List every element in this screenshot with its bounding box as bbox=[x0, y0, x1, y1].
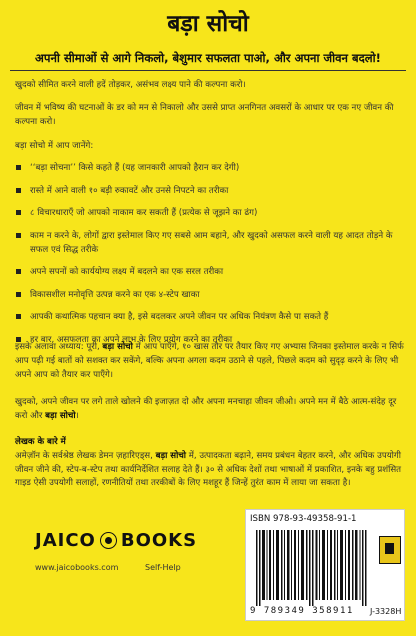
barcode bbox=[245, 509, 405, 621]
barcode-icon bbox=[256, 530, 376, 606]
list-item: विकासशील मनोवृत्ति उत्पन्न करने का एक ४-स्टेप खाका bbox=[15, 288, 405, 302]
bullet-icon bbox=[16, 233, 21, 238]
list-item: ‘‘बड़ा सोचना’’ किसे कहते हैं (यह जानकारी आपको हैरान कर देगी) bbox=[15, 161, 405, 175]
benefit-list bbox=[15, 161, 405, 355]
list-item: अपने सपनों को कार्ययोग्य लक्ष्य में बदलने का एक सरल तरीका bbox=[15, 265, 405, 279]
isbn: ISBN 978-93-49358-91-1 bbox=[250, 514, 357, 524]
intro-paragraph-1: खुदको सीमित करने वाली हदें तोड़कर, असंभव लक्ष्य पाने की कल्पना करो। bbox=[15, 80, 246, 90]
book-title: बड़ा सोचो bbox=[167, 11, 249, 37]
closing-paragraph: खुदको, अपने जीवन पर लगे ताले खोलने की इजाज़त दो और अपना मनचाहा जीवन जीओ। अपने मन में बैठे आत्म-संदेह दूर करो और बड़ा सोचो। bbox=[15, 397, 397, 421]
bullet-icon bbox=[16, 314, 21, 319]
book-category: Self-Help bbox=[145, 563, 181, 572]
author-heading: लेखक के बारे में bbox=[15, 437, 66, 447]
barcode-number: 9 789349 358911 bbox=[250, 606, 354, 616]
publisher-mark-icon bbox=[379, 536, 401, 564]
intro-paragraph-2: जीवन में भविष्य की घटनाओं के डर को मन से निकालो और उससे प्राप्त अनगिनत अवसरों के आधार पर एक नए जीवन की कल्पना करो। bbox=[15, 103, 394, 127]
list-item: ८ विचारधाराएँ जो आपको नाकाम कर सकती हैं (प्रत्येक से जूझने का ढंग) bbox=[15, 206, 405, 220]
list-heading: बड़ा सोचो में आप जानेंगे: bbox=[15, 141, 94, 151]
list-item: रास्ते में आने वाली १० बड़ी रुकावटें और उनसे निपटने का तरीका bbox=[15, 184, 405, 198]
bullet-icon bbox=[16, 269, 21, 274]
bullet-icon bbox=[16, 165, 21, 170]
tagline: अपनी सीमाओं से आगे निकलो, बेशुमार सफलता पाओ, और अपना जीवन बदलो! bbox=[10, 51, 406, 71]
author-paragraph: अमेज़ॉन के सर्वश्रेष्ठ लेखक डेमन ज़हारिएड्स, बड़ा सोचो में, उत्पादकता बढ़ाने, समय प्रबंधन बेहतर करने, और अधिक उपयोगी जीवन जीने की, स्टेप-ब-स्टेप तथा कार्यनिर्देशित सलाह देते हैं। ३० से अधिक देशों तथा भाषाओं में प्रकाशित, इनके बहु प्रशंसित गाइड ऐसी उपयोगी सलाहों, रणनीतियों तथा तरकीबों के लिए मशहूर हैं जिन्हें तुरंत काम में लाया जा सकता है। bbox=[15, 451, 402, 488]
publisher-logo: JAICO BOOKS bbox=[35, 530, 198, 551]
list-item: आपकी कथात्मिक पहचान क्या है, इसे बदलकर अपने जीवन पर अधिक नियंत्रण कैसे पा सकते हैं bbox=[15, 310, 405, 324]
publisher-website: www.jaicobooks.com bbox=[35, 563, 119, 572]
bullet-icon bbox=[16, 210, 21, 215]
exercise-paragraph: इसके अलावा अध्याय: पूरी, बड़ा सोचो में आप पाएँगे, १० खास तौर पर तैयार किए गए अभ्यास जिनका इस्तेमाल करके न सिर्फ आप पढ़ी गई बातों को सशक्त कर सकेंगे, बल्कि अपना अगला कदम उठाने से पहले, पिछले कदम को सुदृढ़ करने के लिए भी अपने आप को तैयार कर पाएँगे। bbox=[15, 342, 404, 380]
bullet-icon bbox=[16, 292, 21, 297]
publisher-emblem-icon bbox=[100, 532, 117, 549]
book-code: J-3328H bbox=[370, 607, 402, 616]
list-item: हर बार, असफलता का अपने लाभ के लिए प्रयोग करने का तरीका bbox=[15, 333, 405, 347]
list-item: काम न करने के, लोगों द्वारा इस्तेमाल किए गए सबसे आम बहाने, और खुदको असफल करने वाली यह आदत तोड़ने के सफल एवं सिद्ध तरीके bbox=[15, 229, 405, 257]
bullet-icon bbox=[16, 188, 21, 193]
